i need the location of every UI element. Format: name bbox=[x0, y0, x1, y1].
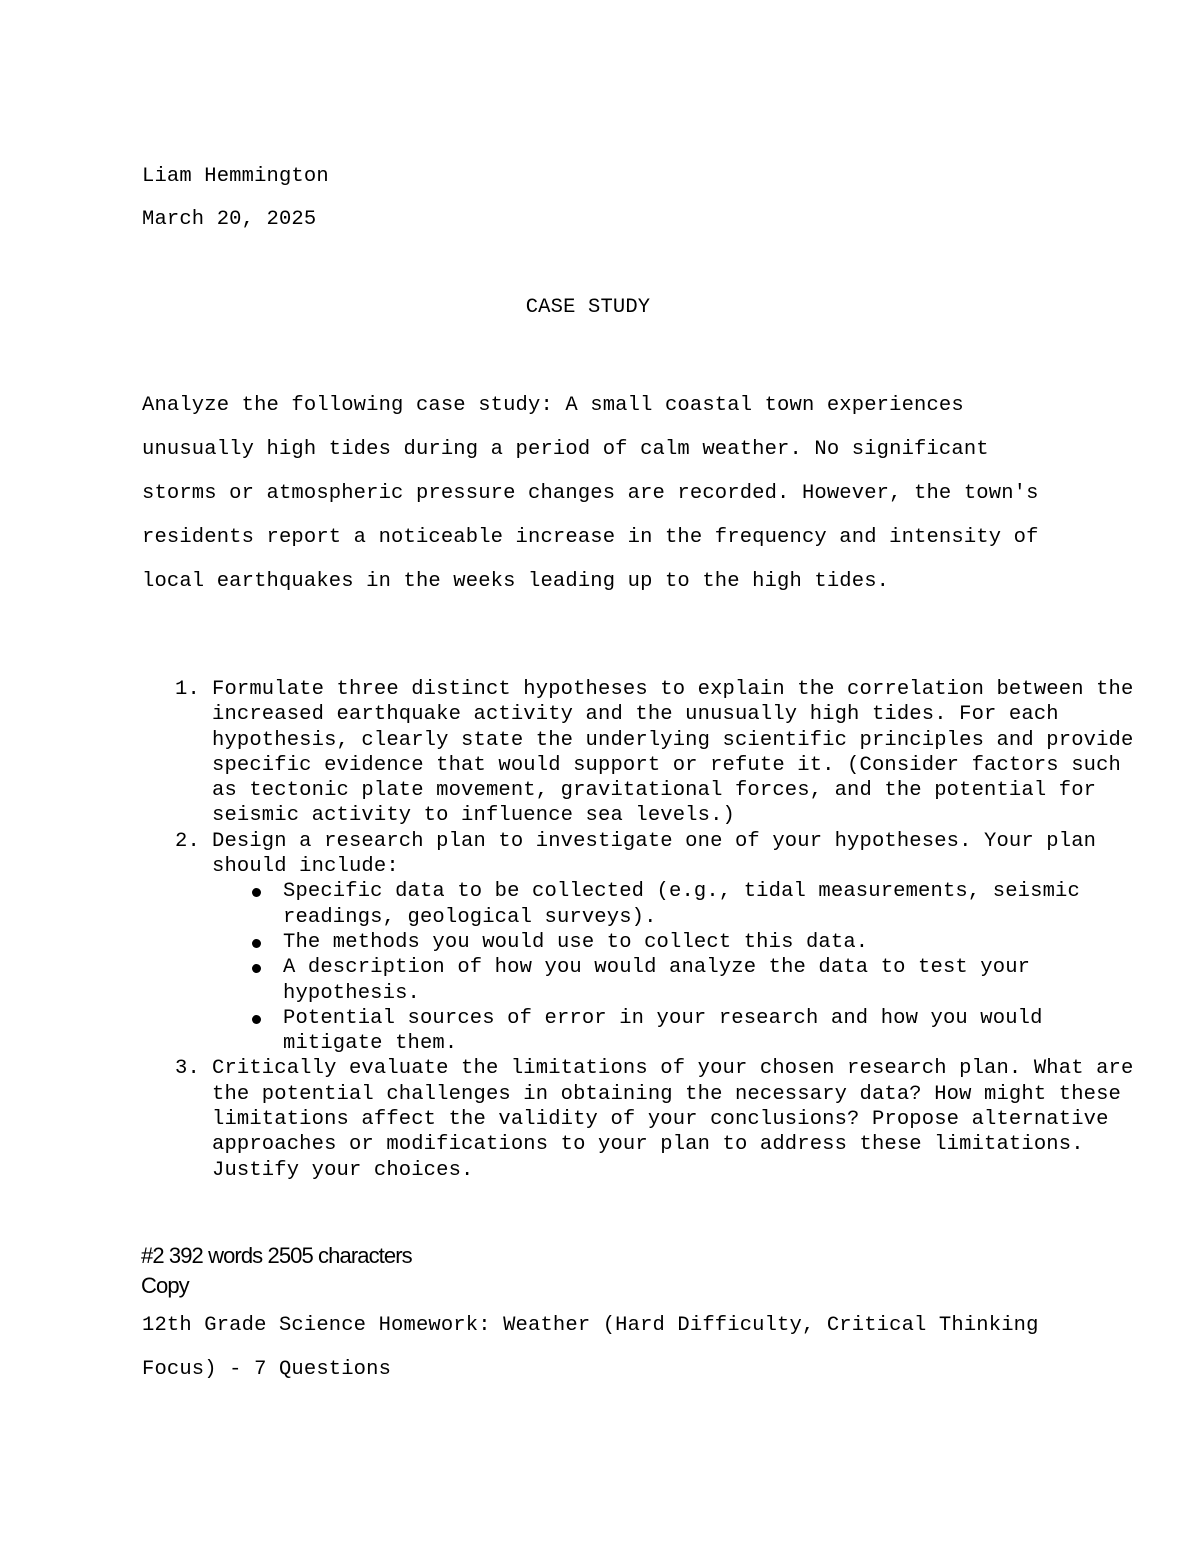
bullet-icon bbox=[252, 939, 261, 948]
list-item bbox=[283, 955, 1142, 1006]
document-title: CASE STUDY bbox=[525, 296, 651, 319]
question-item bbox=[175, 677, 1142, 829]
question-number: 2. bbox=[175, 829, 200, 853]
list-item-text: Specific data to be collected (e.g., tidal measurements, seismic readings, geological surveys). bbox=[283, 880, 1080, 929]
research-plan-list bbox=[212, 879, 1142, 1056]
question-item bbox=[175, 829, 1142, 1057]
list-item-text: The methods you would use to collect this data. bbox=[283, 930, 869, 954]
list-item-text: A description of how you would analyze the data to test your hypothesis. bbox=[283, 956, 1031, 1005]
word-count-stats: #2 392 words 2505 characters bbox=[141, 1243, 412, 1268]
bullet-icon bbox=[252, 964, 261, 973]
question-text: Design a research plan to investigate one of your hypotheses. Your plan should include: bbox=[212, 829, 1097, 879]
bullet-icon bbox=[252, 1015, 261, 1024]
author-name: Liam Hemmington bbox=[142, 165, 329, 188]
homework-title: 12th Grade Science Homework: Weather (Hard Difficulty, Critical Thinking Focus) - 7 Questions bbox=[142, 1314, 1039, 1381]
list-item-text: Potential sources of error in your research and how you would mitigate them. bbox=[283, 1006, 1043, 1056]
question-item bbox=[175, 1056, 1142, 1182]
question-number: 1. bbox=[175, 678, 200, 701]
document-date: March 20, 2025 bbox=[142, 208, 317, 231]
list-item bbox=[283, 879, 1142, 930]
bullet-icon bbox=[252, 888, 261, 897]
copy-button[interactable]: Copy bbox=[141, 1273, 189, 1298]
question-text: Critically evaluate the limitations of your chosen research plan. What are the potential challenges in obtaining the necessary data? How might these limitations affect the validity of your conclusions? Propose alternative approaches or modifications to your plan to address these limitations. Justify your choices. bbox=[212, 1057, 1134, 1182]
case-study-intro: Analyze the following case study: A small coastal town experiences unusually high tides during a period of calm weather. No significant storms or atmospheric pressure changes are recorded. However, the town's residents report a noticeable increase in the frequency and intensity of local earthquakes in the weeks leading up to the high tides. bbox=[142, 394, 1039, 593]
list-item bbox=[283, 1006, 1142, 1057]
question-text: Formulate three distinct hypotheses to explain the correlation between the increased earthquake activity and the unusually high tides. For each hypothesis, clearly state the underlying scientific principles and provide specific evidence that would support or refute it. (Consider factors such as tectonic plate movement, gravitational forces, and the potential for seismic activity to influence sea levels.) bbox=[212, 678, 1134, 828]
question-list bbox=[142, 677, 1142, 1183]
question-number: 3. bbox=[175, 1057, 200, 1081]
list-item bbox=[283, 930, 1142, 955]
